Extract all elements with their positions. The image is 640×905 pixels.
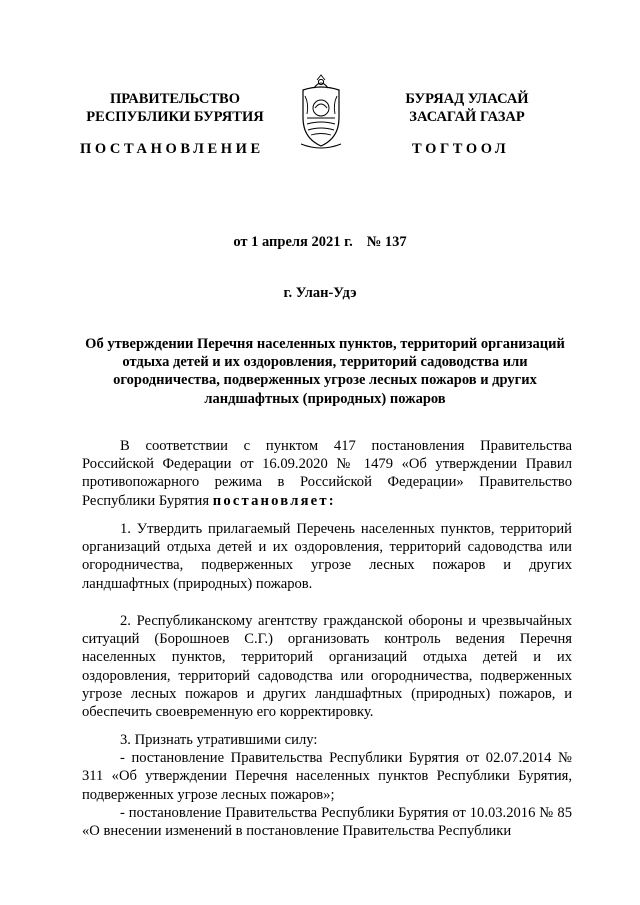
city: г. Улан-Удэ: [283, 285, 357, 301]
doc-type-russian: ПОСТАНОВЛЕНИЕ: [80, 141, 264, 157]
gov-bua-line-2: ЗАСАГАЙ ГАЗАР: [409, 109, 525, 125]
date-number-line: [0, 234, 640, 251]
intro-text: В соответствии с пунктом 417 постановления Правительства Российской Федерации от 16.09.2020 № 1479 «Об утверждении Правил противопожарного режима в Российской Федерации» Правительство Республики Бурятия: [82, 438, 572, 509]
coat-of-arms-emblem-icon: [299, 74, 343, 152]
gov-ru-line-2: РЕСПУБЛИКИ БУРЯТИЯ: [86, 109, 264, 125]
item-3-paragraph: [82, 731, 572, 840]
doc-number: № 137: [366, 234, 407, 250]
item-3-sub-1: - постановление Правительства Республики Бурятия от 02.07.2014 № 311 «Об утверждении Перечня населенных пунктов Республики Бурятия, подверженных угрозе лесных пожаров»;: [82, 750, 572, 803]
government-name-buryat: [372, 90, 562, 126]
document-title: Об утверждении Перечня населенных пунктов, территорий организаций отдыха детей и их оздоровления, территорий садоводства или огородничества, подверженных угрозе лесных пожаров и других ландшафтных (природных) пожаров: [85, 336, 565, 407]
intro-paragraph: [82, 437, 572, 510]
item-3-sub-2: - постановление Правительства Республики Бурятия от 10.03.2016 № 85 «О внесении изменений в постановление Правительства Республики: [82, 804, 572, 840]
intro-keyword: постановляет:: [212, 492, 336, 509]
gov-bua-line-1: БУРЯАД УЛАСАЙ: [405, 91, 529, 107]
doc-date: от 1 апреля 2021 г.: [233, 234, 353, 250]
gov-ru-line-1: ПРАВИТЕЛЬСТВО: [110, 91, 240, 107]
doc-type-buryat: ТОГТООЛ: [412, 141, 510, 157]
item-2-paragraph: 2. Республиканскому агентству гражданской обороны и чрезвычайных ситуаций (Борошноев С.Г.) организовать контроль ведения Перечня населенных пунктов, территорий организаций отдыха детей и их оздоровления, территорий садоводства или огородничества, подверженных угрозе лесных пожаров и других ландшафтных (природных) пожаров, и обеспечить своевременную его корректировку.: [82, 613, 572, 721]
government-name-russian: [80, 90, 270, 126]
item-1-paragraph: 1. Утвердить прилагаемый Перечень населенных пунктов, территорий организаций отдыха детей и их оздоровления, территорий садоводства или огородничества, подверженных угрозе лесных пожаров и других ландшафтных (природных) пожаров.: [82, 521, 572, 592]
item-3-heading: 3. Признать утратившими силу:: [120, 732, 318, 748]
